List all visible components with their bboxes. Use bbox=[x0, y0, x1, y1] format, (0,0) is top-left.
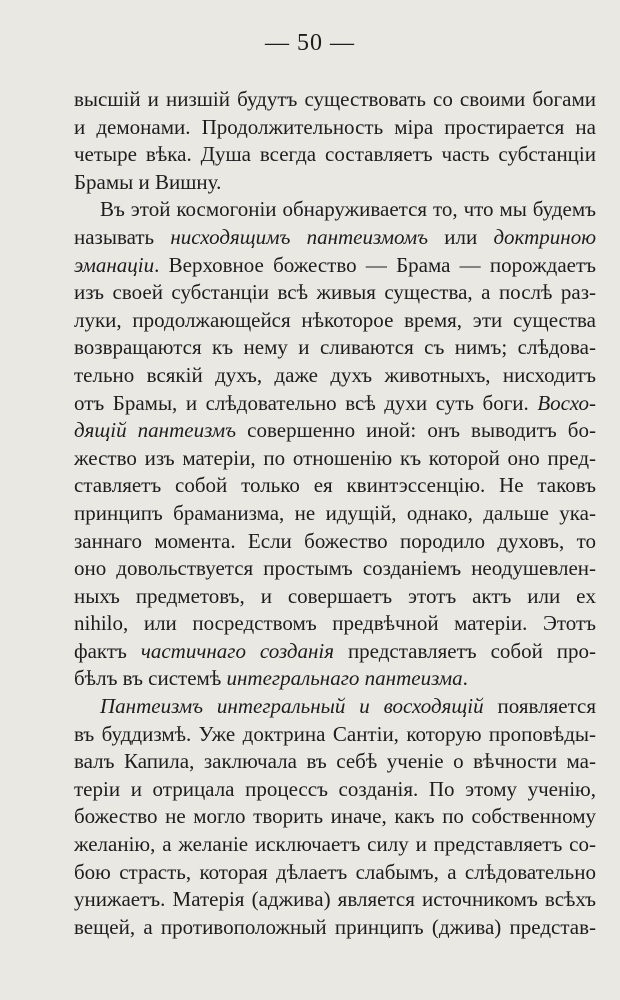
text-line: бѣлъ въ системѣ интегральнаго пантеизма. bbox=[74, 666, 468, 691]
text-line: и демонами. Продолжительность міра простирается на bbox=[74, 114, 596, 139]
text-line: Брамы и Вишну. bbox=[74, 169, 222, 194]
text-line: Въ этой космогоніи обнаруживается то, что мы будемъ bbox=[100, 197, 596, 222]
text-line: ныхъ предметовъ, и совершаетъ этотъ актъ или ex bbox=[74, 583, 596, 608]
text-line: жество изъ матеріи, по отношенію къ которой оно пред- bbox=[74, 445, 596, 470]
text-line: вещей, а противоположный принципъ (джива) представ- bbox=[74, 914, 596, 939]
text-line: фактъ частичнаго созданія представляетъ собой про- bbox=[74, 638, 596, 663]
italic-term: дящій пантеизмъ bbox=[74, 418, 237, 443]
text-line: въ буддизмѣ. Уже доктрина Сантіи, которую проповѣды- bbox=[74, 721, 596, 746]
body-text bbox=[74, 86, 596, 941]
text-line: принципъ браманизма, не идущій, однако, дальше ука- bbox=[74, 500, 596, 525]
text-line: ставляетъ собой только ея квинтэссенцію. Не таковъ bbox=[74, 473, 596, 498]
italic-term: нисходящимъ пантеизмомъ bbox=[170, 224, 429, 249]
italic-term: Пантеизмъ интегральный и восходящій bbox=[100, 694, 484, 719]
text-line: теріи и отрицала процессъ созданія. По этому ученію, bbox=[74, 776, 596, 801]
italic-term: Восхо- bbox=[537, 390, 596, 415]
text-line: отъ Брамы, и слѣдовательно всѣ духи суть боги. Восхо- bbox=[74, 390, 596, 415]
text-line: тельно всякій духъ, даже духъ животныхъ, нисходитъ bbox=[74, 362, 596, 387]
italic-term: интегральнаго пантеизма bbox=[226, 666, 463, 691]
italic-term: частичнаго созданія bbox=[140, 638, 334, 663]
text-line: бою страсть, которая дѣлаетъ слабымъ, а слѣдовательно bbox=[74, 859, 596, 884]
text-line: называть нисходящимъ пантеизмомъ или доктриною bbox=[74, 224, 596, 249]
italic-term: доктриною bbox=[493, 224, 596, 249]
text-line: унижаетъ. Матерія (адживa) является источникомъ всѣхъ bbox=[74, 887, 596, 912]
text-line: четыре вѣка. Душа всегда составляетъ часть субстанціи bbox=[74, 142, 596, 167]
italic-term: эманаціи bbox=[74, 252, 155, 277]
text-line: божество не могло творить иначе, какъ по собственному bbox=[74, 804, 596, 829]
text-line: эманаціи. Верховное божество — Брама — порождаетъ bbox=[74, 252, 596, 277]
text-line: высшій и низшій будутъ существовать со своими богами bbox=[74, 87, 596, 111]
text-line: оно довольствуется простымъ созданіемъ неодушевлен- bbox=[74, 556, 596, 581]
text-line: изъ своей субстанціи всѣ живыя существа, а послѣ раз- bbox=[74, 280, 596, 305]
text-line: дящій пантеизмъ совершенно иной: онъ выводитъ бо- bbox=[74, 418, 596, 443]
text-line: Пантеизмъ интегральный и восходящій появляется bbox=[100, 694, 596, 719]
page-number: — 50 — bbox=[265, 30, 355, 56]
text-line: возвращаются къ нему и сливаются съ нимъ; слѣдова- bbox=[74, 335, 596, 360]
text-line: заннаго момента. Если божество породило духовъ, то bbox=[74, 528, 596, 553]
text-line: валъ Капила, заключала въ себѣ ученіе о вѣчности ма- bbox=[74, 749, 596, 774]
text-line: луки, продолжающейся нѣкоторое время, эти существа bbox=[74, 307, 596, 332]
text-line: желанію, а желаніе исключаетъ силу и представляетъ со- bbox=[74, 832, 596, 857]
text-line: nihilo, или посредствомъ предвѣчной матеріи. Этотъ bbox=[74, 611, 596, 636]
